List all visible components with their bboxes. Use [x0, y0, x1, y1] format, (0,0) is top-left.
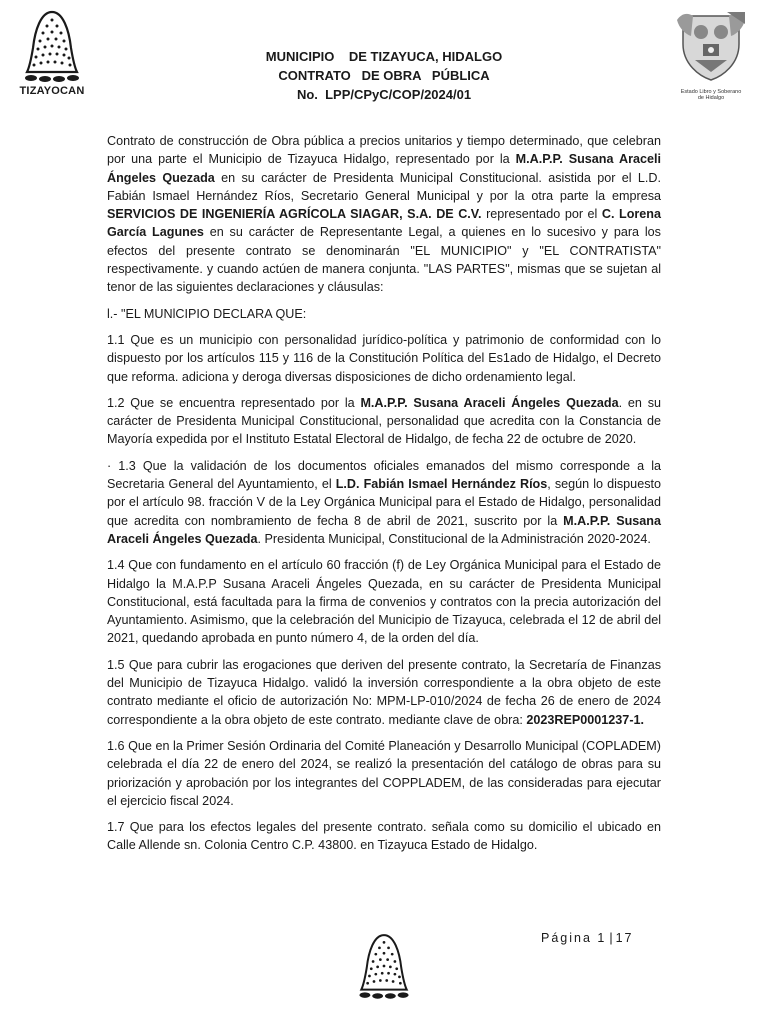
page-label: Página 1: [541, 931, 607, 945]
declaration-1-3: · 1.3 Que la validación de los documentos oficiales emanados del mismo corresponde a la Secretaria General del Ayuntamiento, el L.D. Fabián Ismael Hernández Ríos, según lo dispuesto por el artículo 98. fracción V de la Ley Orgánica Municipal para el Estado de Hidalgo, personalidad que acredita con nombramiento de fecha 8 de abril de 2021, suscrito por la M.A.P.P. Susana Araceli Ángeles Quezada. Presidenta Municipal, Constitucional de la Administración 2020-2024.: [107, 458, 661, 546]
section-heading: l.- "EL MUNlCIPIO DECLARA QUE:: [107, 306, 307, 321]
header-contract-number: No. LPP/CPyC/COP/2024/01: [296, 87, 472, 102]
contract-body: [107, 132, 661, 863]
logo-caption: TIZAYOCAN: [19, 85, 85, 97]
tizayuca-logo: [14, 8, 90, 104]
page-number: [541, 931, 634, 945]
intro-paragraph: Contrato de construcción de Obra pública a precios unitarios y tiempo determinado, que celebran por una parte el Municipio de Tizayuca Hidalgo, representado por la M.A.P.P. Susana Araceli Ángeles Quezada en su carácter de Presidenta Municipal Constitucional. asistida por el L.D. Fabián Ismael Hernández Ríos, Secretario General Municipal y por la otra parte la empresa SERVICIOS DE INGENIERÍA AGRÍCOLA SIAGAR, S.A. DE C.V. representado por el C. Lorena García Lagunes en su carácter de Representante Legal, a quienes en lo sucesivo y para los efectos del presente contrato se denominarán "EL MUNICIPIO" y "EL CONTRATISTA" respectivamente. y cuando actúen de manera conjunta. "LAS PARTES", mismas que se sujetan al tenor de las siguientes declaraciones y cláusulas:: [107, 134, 662, 295]
declaration-1-4: 1.4 Que con fundamento en el artículo 60 fracción (f) de Ley Orgánica Municipal para el Estado de Hidalgo la M.A.P.P Susana Araceli Ángeles Quezada, en su carácter de Presidenta Municipal Constitucional, está facultada para la firma de convenios y contratos con la precia autorización del Ayuntamiento. Asimismo, que la celebración del Municipio de Tizayuca, celebrada el 12 de abril del 2021, quedando aprobada en punto número 4, de la orden del día.: [107, 558, 661, 646]
declaration-1-2: 1.2 Que se encuentra representado por la M.A.P.P. Susana Araceli Ángeles Quezada. en su carácter de Presidenta Municipal Constitucional, personalidad que acredita con la Constancia de Mayoría expedida por el Instituto Estatal Electoral de Hidalgo, de fecha 22 de octubre de 2020.: [107, 395, 661, 447]
declaration-1-5: 1.5 Que para cubrir las erogaciones que deriven del presente contrato, la Secretaría de Finanzas del Municipio de Tizayuca Hidalgo. validó la inversión correspondiente a la obra objeto de este contrato mediante el oficio de autorización No: MPM-LP-010/2024 de fecha 26 de enero de 2024 correspondiente a la obra objeto de este contrato. mediante clave de obra: 2023REP0001237-1.: [107, 657, 661, 727]
page-separator: |: [609, 931, 613, 945]
declaration-1-1: 1.1 Que es un municipio con personalidad jurídico-política y patrimonio de conformidad con lo dispuesto por los artículos 115 y 116 de la Constitución Política del Es1ado de Hidalgo, el Decreto que reforma. adiciona y deroga diversas disposiciones de dicho ordenamiento legal.: [107, 332, 661, 384]
declaration-1-7: 1.7 Que para los efectos legales del presente contrato. señala como su domicilio el ubicado en Calle Allende sn. Colonia Centro C.P. 43800. en Tizayuca Estado de Hidalgo.: [107, 820, 661, 853]
hidalgo-coat-of-arms: [668, 10, 754, 106]
coat-of-arms-caption: Estado Libro y Soberano de Hidalgo: [680, 89, 742, 101]
tizayuca-glyph-icon: [354, 930, 414, 1002]
page-total: 17: [615, 931, 634, 945]
document-header: [180, 47, 588, 104]
tizayuca-glyph-icon: [19, 8, 85, 84]
header-municipality: MUNICIPIO DE TIZAYUCA, HIDALGO: [265, 49, 503, 64]
footer-logo: [354, 930, 414, 1002]
header-contract-type: CONTRATO DE OBRA PÚBLICA: [278, 68, 490, 83]
declaration-1-6: 1.6 Que en la Primer Sesión Ordinaria del Comité Planeación y Desarrollo Municipal (COPLADEM) celebrada el día 22 de enero del 2024, se realizó la presentación del catálogo de obras para su priorización y aprobación por los integrantes del COPPLADEM, de las consideradas para ejecutar el ejercicio fiscal 2024.: [107, 738, 661, 808]
coat-of-arms-icon: [673, 10, 749, 82]
